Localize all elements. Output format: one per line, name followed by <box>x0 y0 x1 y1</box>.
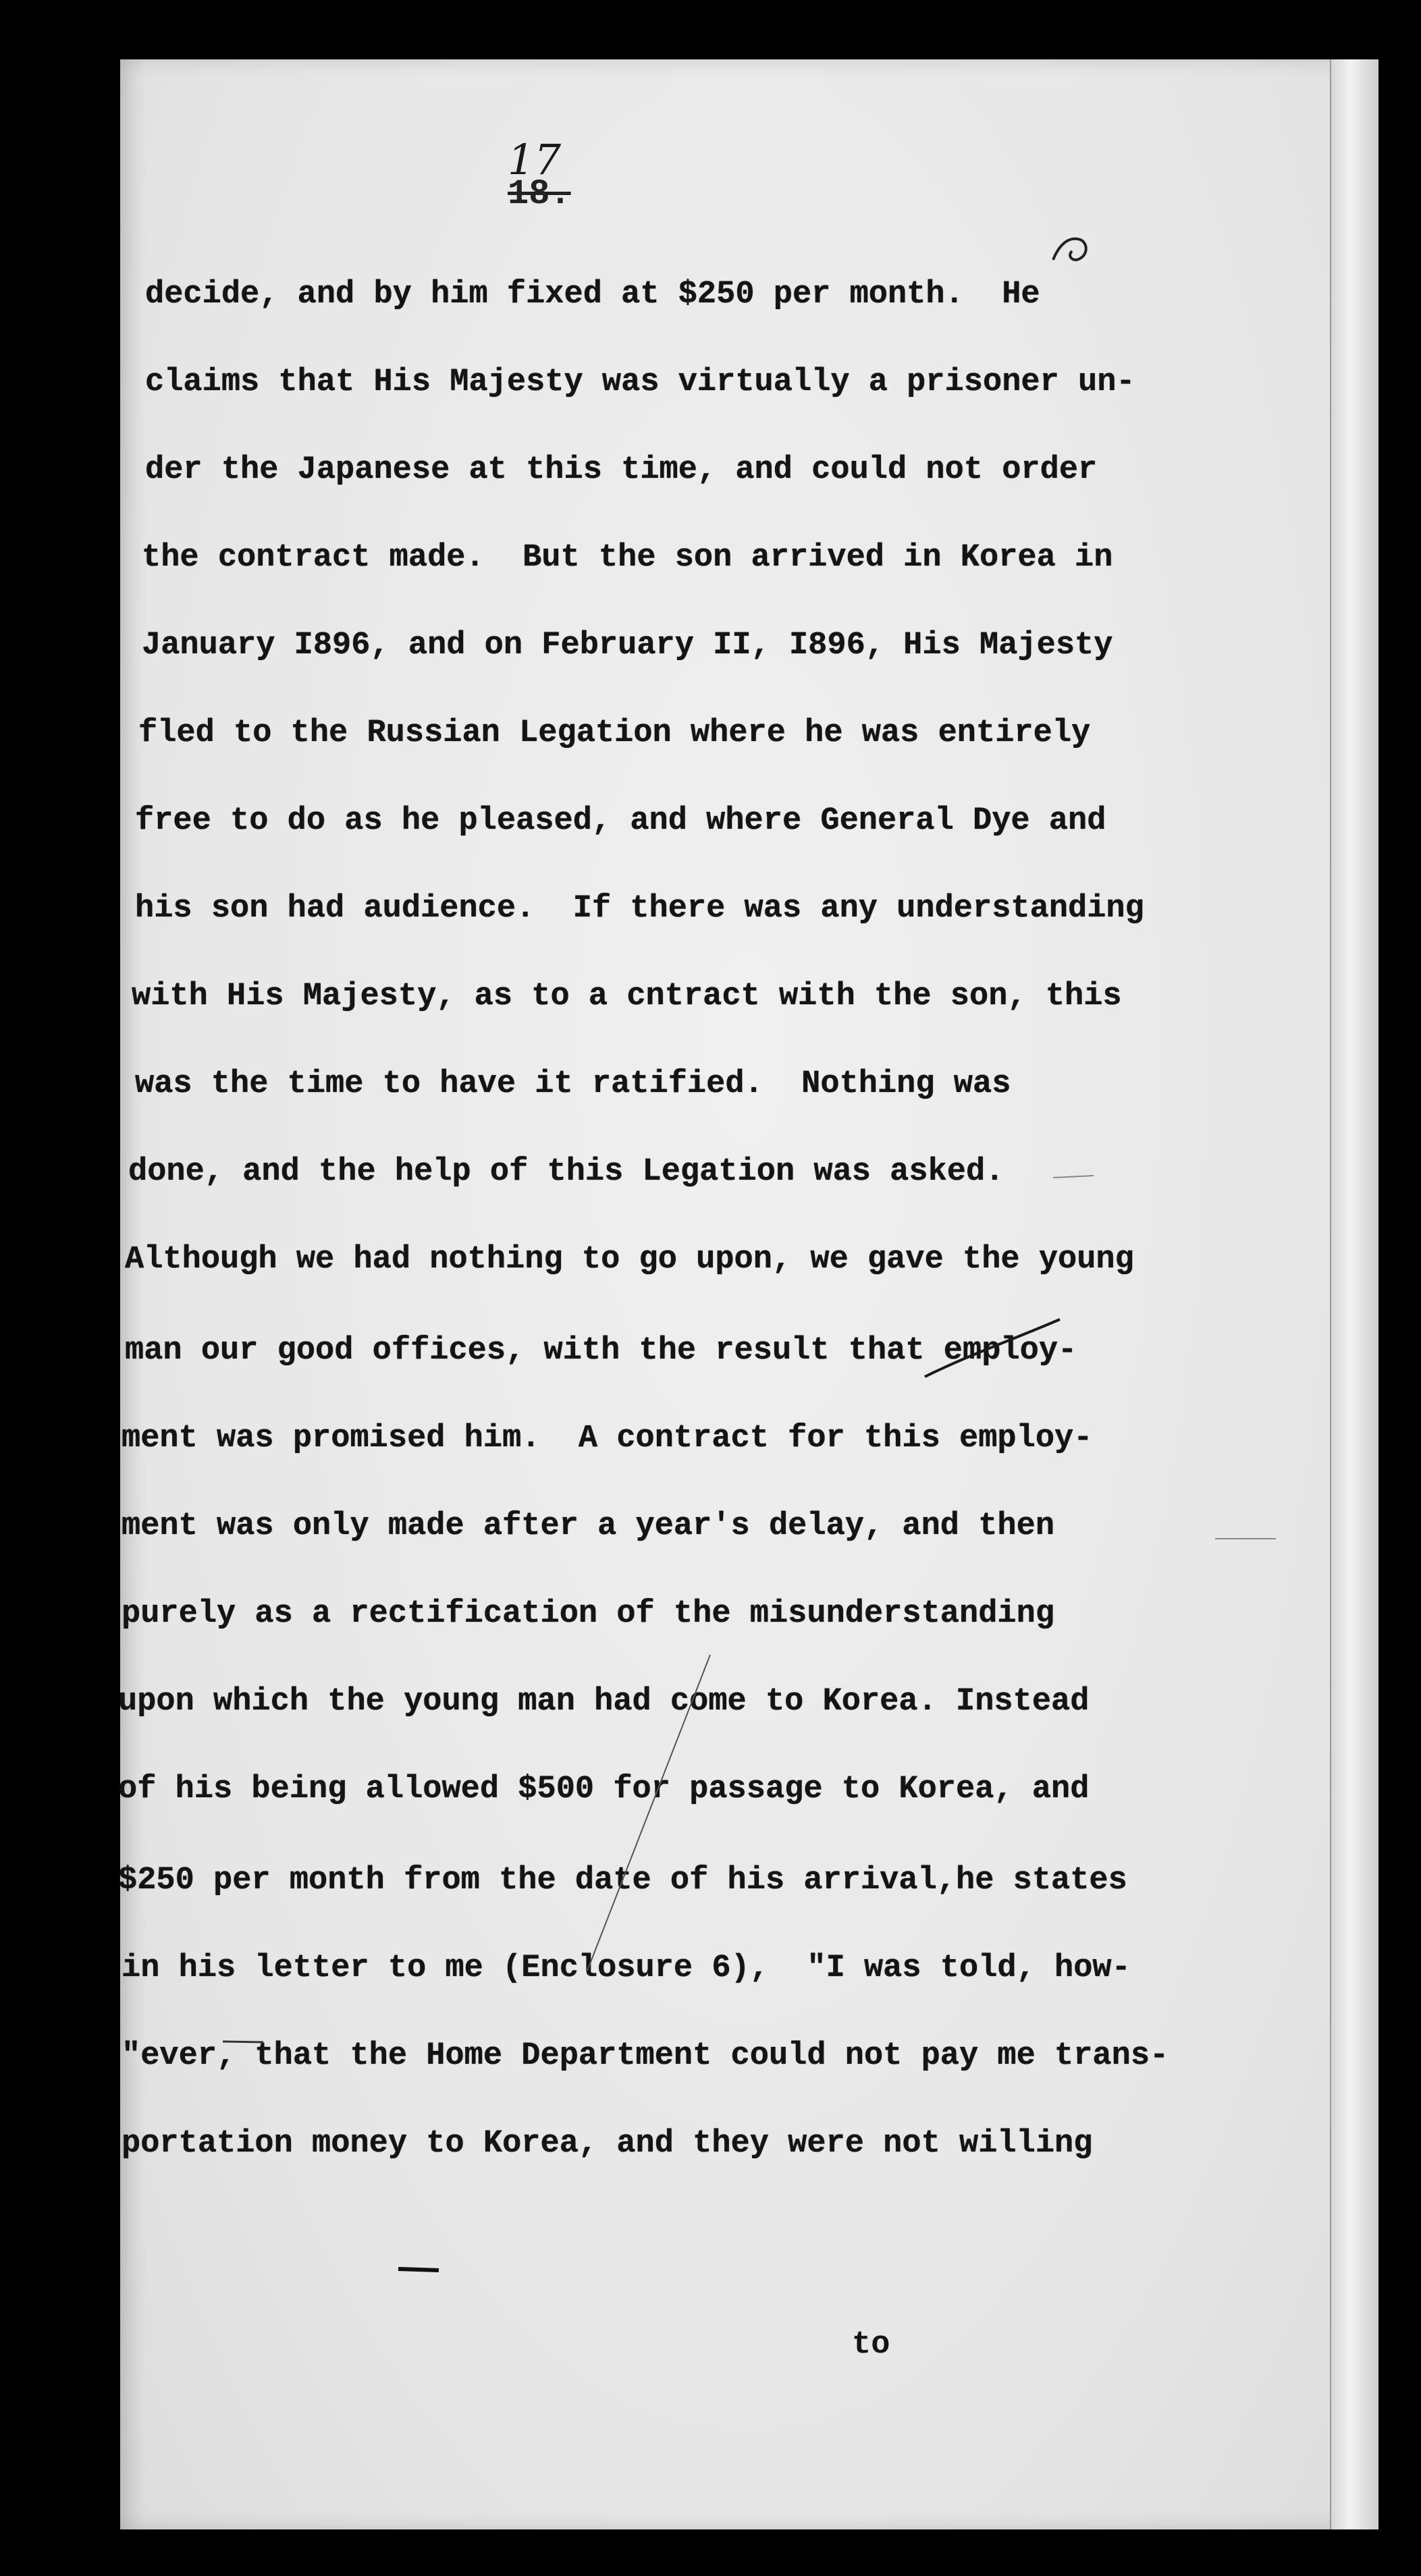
text-line: with His Majesty, as to a cntract with the son, this <box>132 979 1122 1014</box>
text-line: the contract made. But the son arrived in Korea in <box>142 540 1113 576</box>
text-line: of his being allowed $500 for passage to Korea, and <box>118 1772 1090 1807</box>
text-line: purely as a rectification of the misunderstanding <box>122 1596 1055 1632</box>
pen-stroke <box>925 1319 1060 1377</box>
text-line: "ever, that the Home Department could not pay me trans- <box>122 2038 1169 2074</box>
typed-page-number: 18. <box>508 174 571 214</box>
text-line: ment was promised him. A contract for this employ- <box>122 1421 1093 1456</box>
handwritten-check-mark <box>1053 239 1086 260</box>
text-line: free to do as he pleased, and where General Dye and <box>135 803 1106 839</box>
text-line: in his letter to me (Enclosure 6), "I was told, how- <box>122 1950 1131 1986</box>
text-line: upon which the young man had come to Korea. Instead <box>118 1684 1090 1720</box>
text-line: Although we had nothing to go upon, we gave the young <box>125 1242 1134 1278</box>
text-line: man our good offices, with the result that employ- <box>125 1333 1077 1369</box>
text-line: decide, and by him fixed at $250 per month. He <box>145 277 1040 312</box>
text-line: fled to the Russian Legation where he was entirely <box>138 715 1091 751</box>
faint-mark <box>1053 1176 1094 1178</box>
underline-mark <box>223 2041 263 2042</box>
text-line: $250 per month from the date of his arrival,he states <box>118 1863 1127 1898</box>
text-line: portation money to Korea, and they were not willing <box>122 2126 1093 2162</box>
text-line: was the time to have it ratified. Nothing was <box>135 1066 1011 1102</box>
handwritten-page-number: 17 <box>508 135 561 184</box>
text-line: der the Japanese at this time, and could not order <box>145 452 1098 488</box>
underline-mark <box>398 2269 439 2270</box>
text-line: his son had audience. If there was any understanding <box>135 891 1144 927</box>
text-line: done, and the help of this Legation was asked. <box>128 1154 1004 1190</box>
text-line: claims that His Majesty was virtually a prisoner un- <box>145 364 1135 400</box>
catchword: to <box>852 2327 890 2363</box>
pencil-line <box>587 1655 710 1971</box>
text-line: ment was only made after a year's delay, and then <box>122 1508 1055 1544</box>
text-line: January I896, and on February II, I896, His Majesty <box>142 628 1113 663</box>
